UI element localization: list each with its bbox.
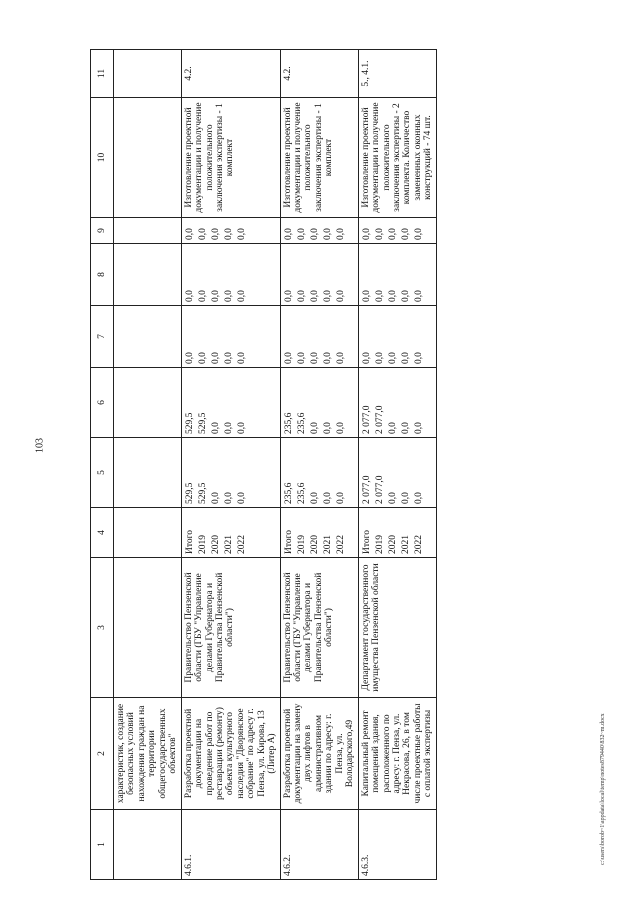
col-header: 2	[91, 698, 114, 810]
table-row	[280, 50, 358, 880]
row-executor: Департамент государственного имущества Пензенской области	[358, 558, 436, 698]
row-ref: 4.2.	[181, 50, 280, 98]
row-col5: 2 077,0 2 077,0 0,0 0,0 0,0	[358, 438, 436, 508]
continuation-text: характеристик, создание безопасных условий нахождения граждан на территории общегосударственных объектов"	[114, 698, 182, 810]
col-header: 11	[91, 50, 114, 98]
table-row	[358, 50, 436, 880]
col-header: 9	[91, 218, 114, 244]
row-number: 4.6.2.	[280, 810, 358, 880]
col-header: 1	[91, 810, 114, 880]
continuation-row	[114, 50, 182, 880]
col-header: 4	[91, 508, 114, 558]
rotated-page-content	[90, 50, 610, 880]
header-row	[91, 50, 114, 880]
row-col7: 0,0 0,0 0,0 0,0 0,0	[358, 306, 436, 368]
row-col8: 0,0 0,0 0,0 0,0 0,0	[280, 244, 358, 306]
page-number: 103	[34, 438, 46, 453]
row-col6: 235,6 235,6 0,0 0,0 0,0	[280, 368, 358, 438]
row-ref: 5., 4.1.	[358, 50, 436, 98]
row-years: Итого 2019 2020 2021 2022	[181, 508, 280, 558]
row-name: Разработка проектной документации на проведение работ по реставрации (ремонту) объекта культурного наследия "Дворянское собрание" по адресу г. Пенза, ул. Кирова, 13 (Литер А)	[181, 698, 280, 810]
row-years: Итого 2019 2020 2021 2022	[358, 508, 436, 558]
row-executor: Правительство Пензенской области (ГБУ "Управление делами Губернатора и Правительства Пензенской области")	[280, 558, 358, 698]
col-header: 7	[91, 306, 114, 368]
row-col7: 0,0 0,0 0,0 0,0 0,0	[181, 306, 280, 368]
row-number: 4.6.3.	[358, 810, 436, 880]
row-name: Разработка проектной документации на замену двух лифтов в административном здании по адресу: г. Пенза, ул. Володарского,49	[280, 698, 358, 810]
row-col9: 0,0 0,0 0,0 0,0 0,0	[358, 218, 436, 244]
row-result: Изготовление проектной документации и получение положительного заключения экспертизы - 1 комплект	[280, 98, 358, 218]
col-header: 10	[91, 98, 114, 218]
row-col7: 0,0 0,0 0,0 0,0 0,0	[280, 306, 358, 368]
row-col5: 235,6 235,6 0,0 0,0 0,0	[280, 438, 358, 508]
row-years: Итого 2019 2020 2021 2022	[280, 508, 358, 558]
col-header: 3	[91, 558, 114, 698]
col-header: 5	[91, 438, 114, 508]
row-col8: 0,0 0,0 0,0 0,0 0,0	[181, 244, 280, 306]
row-number: 4.6.1.	[181, 810, 280, 880]
row-col9: 0,0 0,0 0,0 0,0 0,0	[280, 218, 358, 244]
file-path-footer: c:\users\borob~1\appdata\local\temp\notes879440\832~m.docx	[600, 713, 606, 865]
col-header: 8	[91, 244, 114, 306]
row-col9: 0,0 0,0 0,0 0,0 0,0	[181, 218, 280, 244]
budget-table	[90, 49, 437, 880]
row-col6: 529,5 529,5 0,0 0,0 0,0	[181, 368, 280, 438]
row-col6: 2 077,0 2 077,0 0,0 0,0 0,0	[358, 368, 436, 438]
row-result: Изготовление проектной документации и получение положительного заключения экспертизы - 2 комплекта. Количество замененных оконных конструкций - 74 шт.	[358, 98, 436, 218]
row-executor: Правительство Пензенской области (ГБУ "Управление делами Губернатора и Правительства Пензенской области")	[181, 558, 280, 698]
table-row	[181, 50, 280, 880]
row-name: Капитальный ремонт помещений здания, расположенного по адресу: г. Пенза, ул. Некрасова, 26, в том числе проектные работы с оплатой экспертизы	[358, 698, 436, 810]
row-result: Изготовление проектной документации и получение положительного заключения экспертизы - 1 комплект	[181, 98, 280, 218]
row-col8: 0,0 0,0 0,0 0,0 0,0	[358, 244, 436, 306]
col-header: 6	[91, 368, 114, 438]
row-ref: 4.2.	[280, 50, 358, 98]
row-col5: 529,5 529,5 0,0 0,0 0,0	[181, 438, 280, 508]
